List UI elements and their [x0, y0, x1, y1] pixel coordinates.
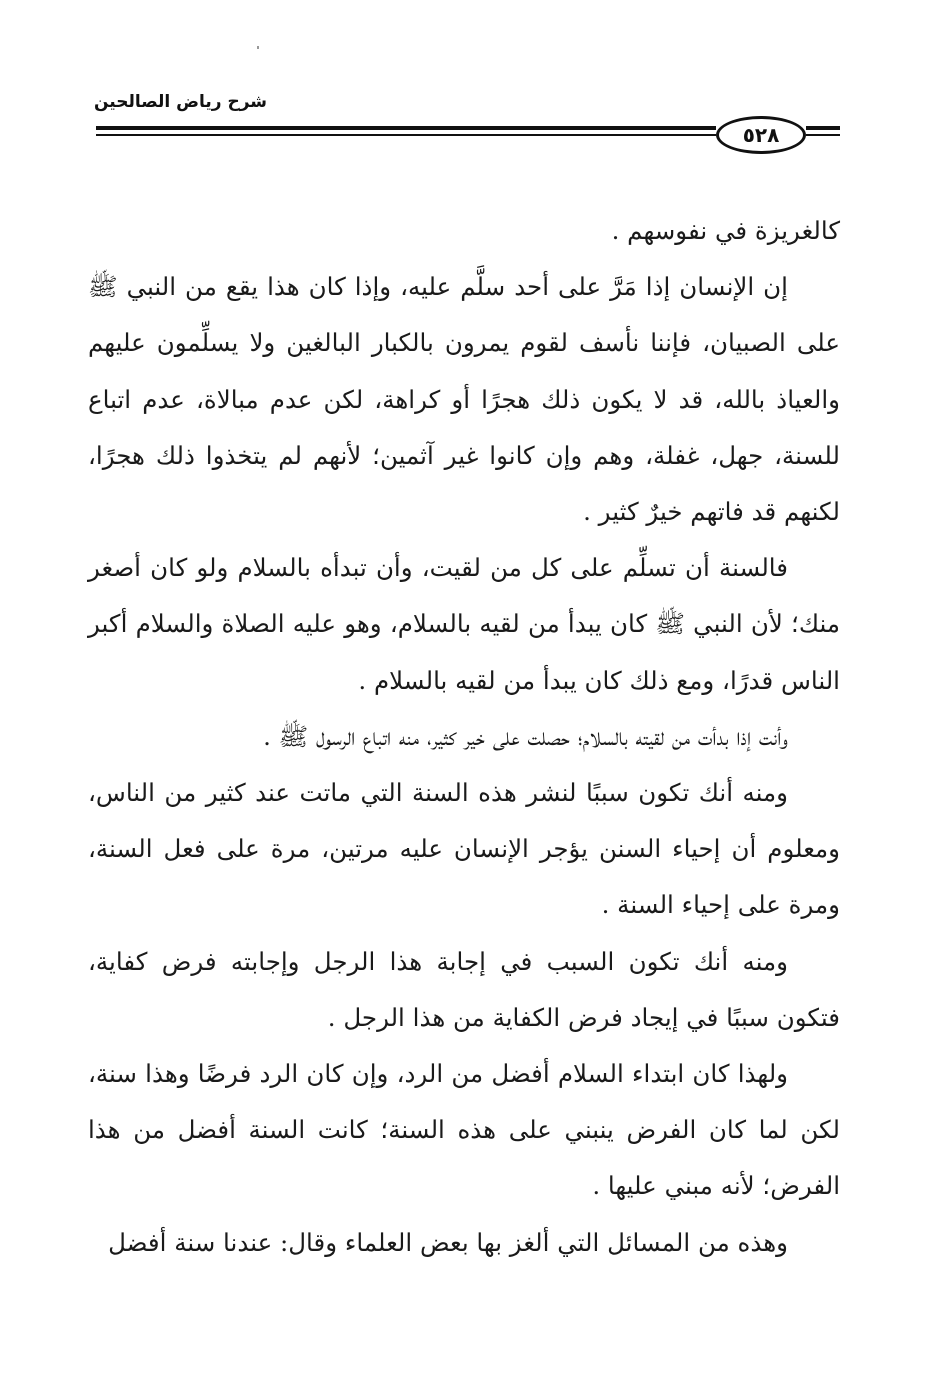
header-rule-thick — [96, 126, 716, 130]
header-rule-thin — [96, 134, 716, 136]
body-text — [88, 203, 840, 1271]
paragraph: ولهذا كان ابتداء السلام أفضل من الرد، وإن كان الرد فرضًا وهذا سنة، لكن لما كان الفرض ينبني على هذه السنة؛ كانت السنة أفضل من هذا الفرض؛ لأنه مبني عليها . — [88, 1059, 840, 1201]
page-number-badge — [716, 116, 806, 154]
paragraph: ومنه أنك تكون سببًا لنشر هذه السنة التي ماتت عند كثير من الناس، ومعلوم أن إحياء السنن يؤجر الإنسان عليه مرتين، مرة على فعل السنة، ومرة على إحياء السنة . — [88, 778, 840, 920]
page-number: ٥٢٨ — [742, 123, 780, 147]
paragraph: وهذه من المسائل التي ألغز بها بعض العلماء وقال: عندنا سنة أفضل — [108, 1227, 788, 1257]
paragraph: فالسنة أن تسلِّم على كل من لقيت، وأن تبدأه بالسلام ولو كان أصغر منك؛ لأن النبي ﷺ كان يبدأ من لقيه بالسلام، وهو عليه الصلاة والسلام أكبر الناس قدرًا، ومع ذلك كان يبدأ من لقيه بالسلام . — [88, 553, 840, 695]
paragraph: كالغريزة في نفوسهم . — [611, 216, 840, 245]
header-rule-thick-right — [806, 126, 840, 130]
paragraph: وأنت إذا بدأت من لقيته بالسلام؛ حصلت على خير كثير، منه اتباع الرسول ﷺ . — [263, 721, 788, 751]
paragraph: إن الإنسان إذا مَرَّ على أحد سلَّم عليه، وإذا كان هذا يقع من النبي ﷺ على الصبيان، فإننا نأسف لقوم يمرون بالكبار البالغين ولا يسلِّمون عليهم والعياذ بالله، قد لا يكون ذلك هجرًا أو كراهة، لكن عدم مبالاة، عدم اتباع للسنة، جهل، غفلة، وهم وإن كانوا غير آثمين؛ لأنهم لم يتخذوا ذلك هجرًا، لكنهم قد فاتهم خيرٌ كثير . — [88, 272, 840, 527]
running-header-title: شرح رياض الصالحين — [94, 92, 268, 112]
header-rule-thin-right — [806, 134, 840, 136]
paragraph: ومنه أنك تكون السبب في إجابة هذا الرجل وإجابته فرض كفاية، فتكون سببًا في إيجاد فرض الكفاية من هذا الرجل . — [88, 946, 840, 1032]
scan-speck — [257, 46, 259, 49]
